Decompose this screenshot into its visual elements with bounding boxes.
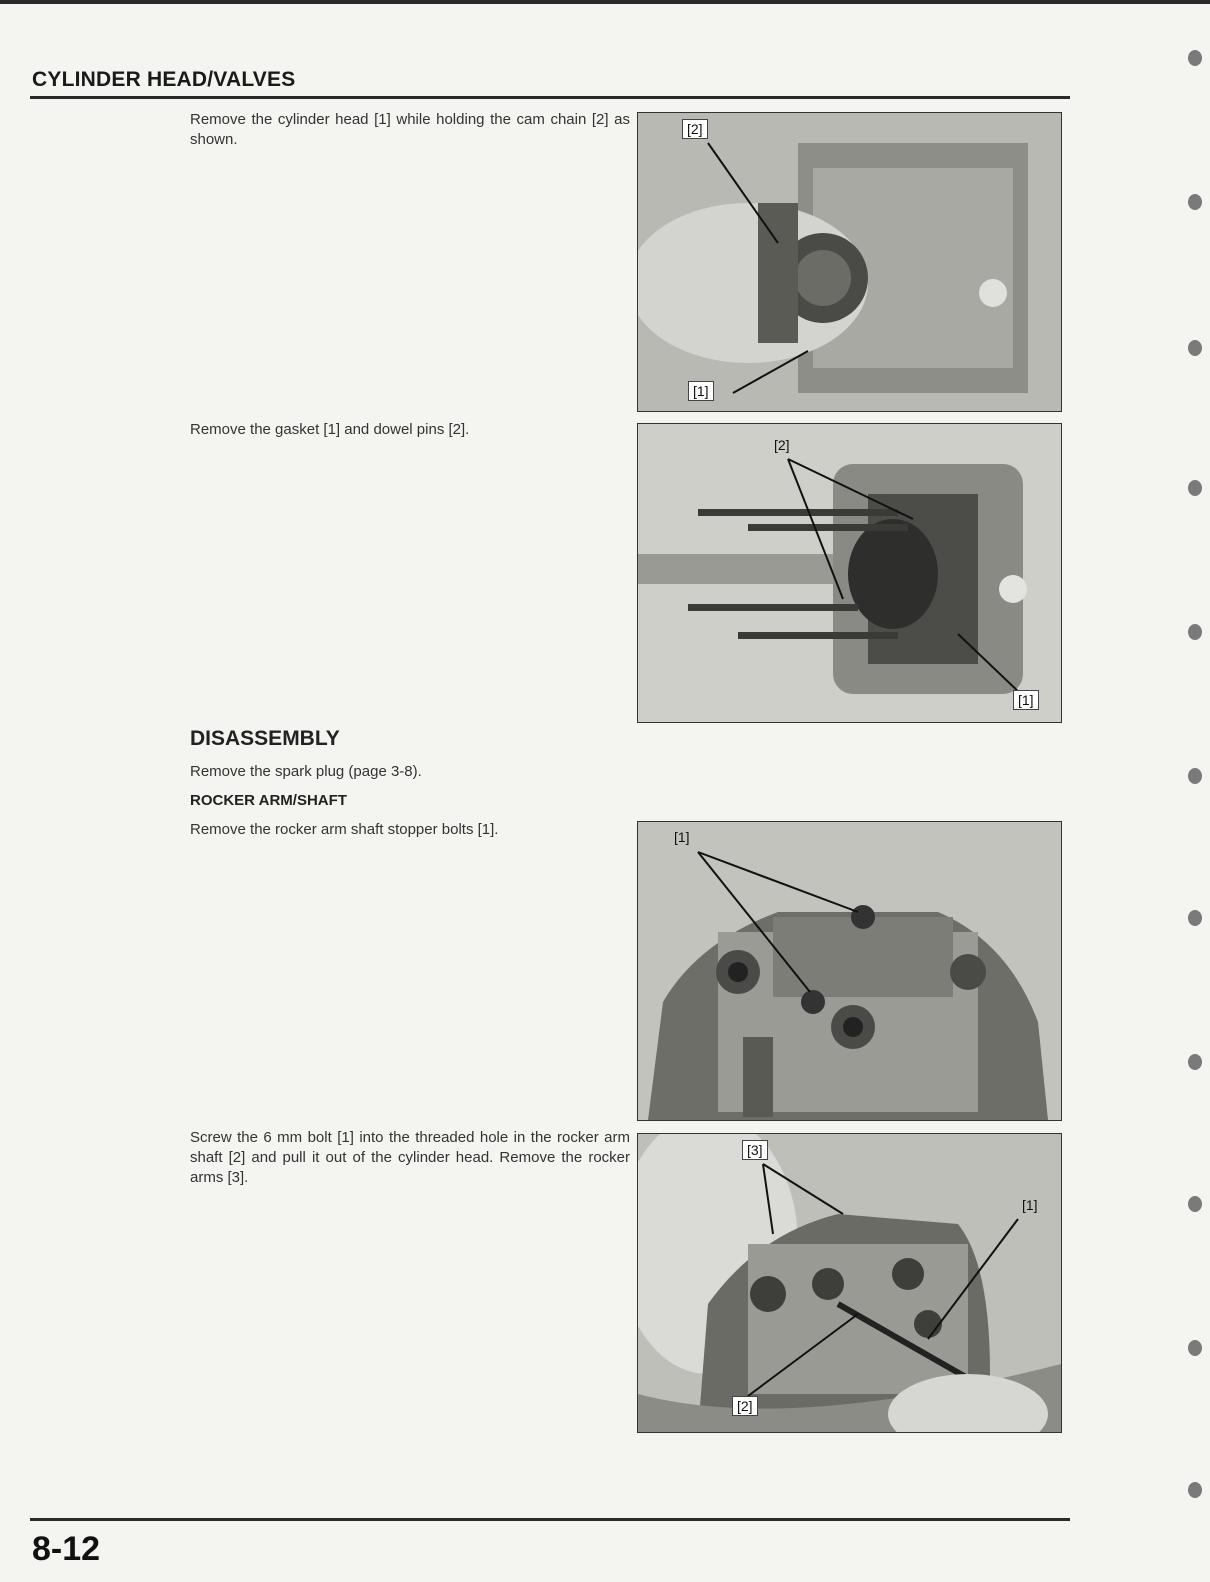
top-rule xyxy=(0,0,1210,4)
photo-remove-head xyxy=(637,112,1062,412)
binder-hole xyxy=(1188,340,1202,356)
binder-hole xyxy=(1188,1196,1202,1212)
binder-hole xyxy=(1188,1340,1202,1356)
step-screw-bolt: Screw the 6 mm bolt [1] into the threaded hole in the rocker arm shaft [2] and pull it out of the cylinder head. Remove the rocker arms [3]. xyxy=(190,1129,630,1186)
callout-rocker-shaft: [2] xyxy=(732,1396,758,1416)
binder-hole xyxy=(1188,1482,1202,1498)
binder-hole xyxy=(1188,768,1202,784)
step-remove-stopper-bolts: Remove the rocker arm shaft stopper bolts [1]. xyxy=(190,821,499,838)
callout-cam-chain: [2] xyxy=(682,119,708,139)
step-remove-spark-plug: Remove the spark plug (page 3-8). xyxy=(190,763,422,780)
page-number: 8-12 xyxy=(32,1530,101,1568)
title-rule xyxy=(30,96,1070,99)
callout-gasket: [1] xyxy=(1013,690,1039,710)
photo-rocker-shaft-removal xyxy=(637,1133,1062,1433)
photo-remove-gasket xyxy=(637,423,1062,723)
binder-hole xyxy=(1188,50,1202,66)
binder-hole xyxy=(1188,194,1202,210)
callout-cylinder-head: [1] xyxy=(688,381,714,401)
binder-hole xyxy=(1188,1054,1202,1070)
binder-hole xyxy=(1188,624,1202,640)
step-remove-head: Remove the cylinder head [1] while holding the cam chain [2] as shown. xyxy=(190,111,630,148)
rocker-arm-shaft-heading: ROCKER ARM/SHAFT xyxy=(190,792,347,809)
callout-dowel-pins: [2] xyxy=(774,437,790,453)
section-title: CYLINDER HEAD/VALVES xyxy=(32,68,296,91)
photo-stopper-bolts xyxy=(637,821,1062,1121)
callout-stopper-bolts: [1] xyxy=(674,829,690,845)
binder-hole xyxy=(1188,910,1202,926)
step-remove-gasket: Remove the gasket [1] and dowel pins [2]. xyxy=(190,421,470,438)
callout-6mm-bolt: [1] xyxy=(1022,1197,1038,1213)
disassembly-heading: DISASSEMBLY xyxy=(190,727,340,750)
footer-rule xyxy=(30,1518,1070,1521)
callout-rocker-arms: [3] xyxy=(742,1140,768,1160)
binder-hole xyxy=(1188,480,1202,496)
